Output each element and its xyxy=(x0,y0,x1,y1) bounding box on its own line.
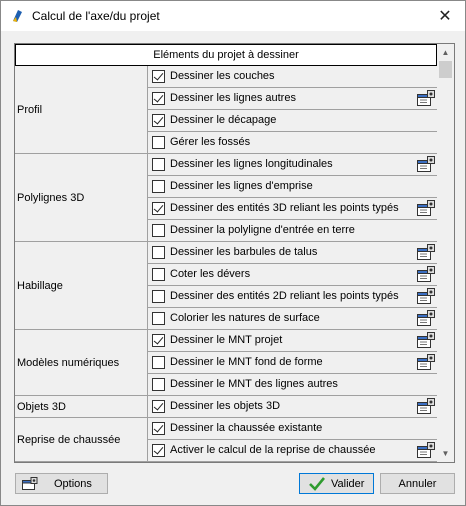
group-label: Profil xyxy=(15,66,148,154)
row-checkbox[interactable] xyxy=(152,334,165,347)
group-label: Habillage xyxy=(15,242,148,330)
row-options-icon[interactable] xyxy=(417,90,435,107)
row-options-icon[interactable] xyxy=(417,354,435,371)
app-icon xyxy=(10,9,24,23)
row-label: Dessiner les barbules de talus xyxy=(170,246,318,258)
row-checkbox[interactable] xyxy=(152,180,165,193)
grid-row xyxy=(148,352,437,374)
grid-row xyxy=(148,330,437,352)
row-options-icon[interactable] xyxy=(417,310,435,327)
group-label: Modèles numériques xyxy=(15,330,148,396)
grid-row xyxy=(148,374,437,396)
valider-button-label: Valider xyxy=(331,477,365,490)
grid-row xyxy=(148,110,437,132)
row-checkbox[interactable] xyxy=(152,290,165,303)
row-label: Colorier les natures de surface xyxy=(170,312,320,324)
row-checkbox[interactable] xyxy=(152,378,165,391)
row-options-icon[interactable] xyxy=(417,156,435,173)
group-label: Objets 3D xyxy=(15,396,148,418)
row-options-icon[interactable] xyxy=(417,200,435,217)
row-label: Dessiner des entités 2D reliant les points typés xyxy=(170,290,399,302)
valider-button[interactable] xyxy=(299,473,374,494)
row-label: Dessiner le MNT fond de forme xyxy=(170,356,323,368)
row-label: Dessiner les lignes longitudinales xyxy=(170,158,333,170)
group-label: Reprise de chaussée xyxy=(15,418,148,462)
group-label: Polylignes 3D xyxy=(15,154,148,242)
row-checkbox[interactable] xyxy=(152,92,165,105)
annuler-button-label: Annuler xyxy=(398,477,437,490)
grid-row xyxy=(148,308,437,330)
row-checkbox[interactable] xyxy=(152,356,165,369)
window-title: Calcul de l'axe/du projet xyxy=(32,9,160,23)
grid-row xyxy=(148,440,437,462)
grid-row xyxy=(148,396,437,418)
row-label: Dessiner les lignes d'emprise xyxy=(170,180,313,192)
row-options-icon[interactable] xyxy=(417,288,435,305)
row-label: Dessiner le MNT projet xyxy=(170,334,283,346)
grid-header: Eléments du projet à dessiner xyxy=(15,44,437,66)
title-bar xyxy=(1,1,465,31)
grid-row xyxy=(148,198,437,220)
row-label: Dessiner le décapage xyxy=(170,114,277,126)
row-options-icon[interactable] xyxy=(417,332,435,349)
grid-row xyxy=(148,242,437,264)
vertical-scrollbar[interactable] xyxy=(437,44,454,462)
row-label: Activer le calcul de la reprise de chaussée xyxy=(170,444,376,456)
row-checkbox[interactable] xyxy=(152,400,165,413)
row-label: Dessiner les objets 3D xyxy=(170,400,281,412)
row-label: Dessiner la polyligne d'entrée en terre xyxy=(170,224,355,236)
row-label: Dessiner le MNT des lignes autres xyxy=(170,378,338,390)
options-button[interactable] xyxy=(15,473,108,494)
row-options-icon[interactable] xyxy=(417,442,435,459)
row-label: Dessiner des entités 3D reliant les points typés xyxy=(170,202,399,214)
grid-row xyxy=(148,154,437,176)
row-checkbox[interactable] xyxy=(152,268,165,281)
row-checkbox[interactable] xyxy=(152,246,165,259)
row-label: Dessiner les couches xyxy=(170,70,275,82)
row-checkbox[interactable] xyxy=(152,312,165,325)
row-label: Dessiner la chaussée existante xyxy=(170,422,323,434)
grid-row xyxy=(148,264,437,286)
scroll-down-arrow-icon[interactable]: ▼ xyxy=(441,449,450,458)
checkmark-icon xyxy=(309,477,325,491)
row-checkbox[interactable] xyxy=(152,70,165,83)
row-label: Coter les dévers xyxy=(170,268,251,280)
row-label: Dessiner les lignes autres xyxy=(170,92,296,104)
grid-row xyxy=(148,220,437,242)
elements-grid xyxy=(14,43,455,463)
scroll-thumb[interactable] xyxy=(439,61,452,78)
annuler-button[interactable] xyxy=(380,473,455,494)
row-checkbox[interactable] xyxy=(152,422,165,435)
row-checkbox[interactable] xyxy=(152,202,165,215)
row-options-icon[interactable] xyxy=(417,244,435,261)
close-icon: ✕ xyxy=(438,8,452,25)
row-checkbox[interactable] xyxy=(152,158,165,171)
row-checkbox[interactable] xyxy=(152,444,165,457)
grid-row xyxy=(148,132,437,154)
grid-row xyxy=(148,176,437,198)
row-checkbox[interactable] xyxy=(152,136,165,149)
grid-row xyxy=(148,66,437,88)
grid-row xyxy=(148,286,437,308)
grid-row xyxy=(148,418,437,440)
scroll-up-arrow-icon[interactable]: ▲ xyxy=(441,48,450,57)
grid-row xyxy=(148,88,437,110)
options-icon xyxy=(22,477,38,491)
row-options-icon[interactable] xyxy=(417,398,435,415)
row-checkbox[interactable] xyxy=(152,114,165,127)
close-button[interactable] xyxy=(425,1,465,31)
options-button-label: Options xyxy=(54,477,92,490)
row-label: Gérer les fossés xyxy=(170,136,251,148)
row-options-icon[interactable] xyxy=(417,266,435,283)
row-checkbox[interactable] xyxy=(152,224,165,237)
